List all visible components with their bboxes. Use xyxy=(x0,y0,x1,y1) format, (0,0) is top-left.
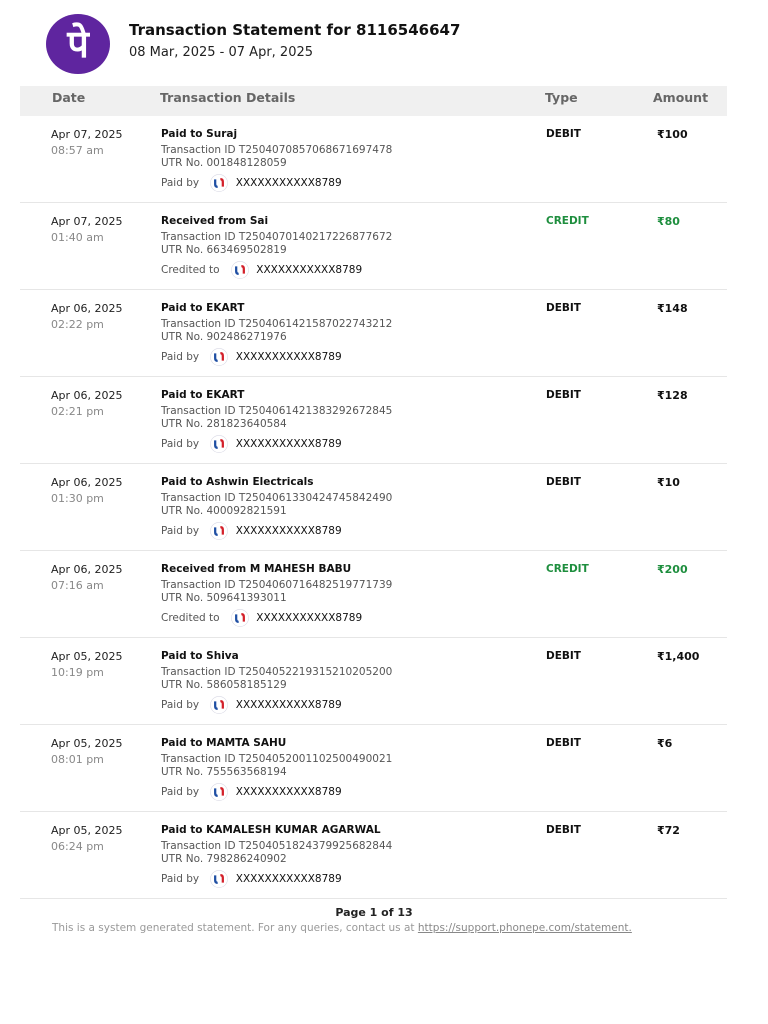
payment-source xyxy=(161,522,342,542)
transaction-title: Received from Sai xyxy=(161,215,269,227)
support-link[interactable]: https://support.phonepe.com/statement. xyxy=(417,922,632,934)
table-row xyxy=(20,812,727,899)
transaction-time: 01:30 pm xyxy=(51,492,104,505)
transaction-date: Apr 06, 2025 xyxy=(51,476,123,489)
transaction-type: DEBIT xyxy=(546,302,581,314)
payment-source-label: Paid by xyxy=(161,351,200,363)
footer-note-text: This is a system generated statement. For any queries, contact us at xyxy=(52,922,418,934)
account-number: XXXXXXXXXXX8789 xyxy=(256,264,363,276)
account-number: XXXXXXXXXXX8789 xyxy=(256,612,363,624)
transaction-title: Paid to MAMTA SAHU xyxy=(161,737,287,749)
transaction-date: Apr 07, 2025 xyxy=(51,128,123,141)
transaction-type: DEBIT xyxy=(546,389,581,401)
transaction-id: Transaction ID T2504070857068671697478 xyxy=(161,144,393,156)
utr-number: UTR No. 798286240902 xyxy=(161,853,287,865)
table-row xyxy=(20,551,727,638)
transaction-amount: ₹72 xyxy=(657,824,680,837)
statement-period: 08 Mar, 2025 - 07 Apr, 2025 xyxy=(129,45,314,60)
transaction-title: Received from M MAHESH BABU xyxy=(161,563,352,575)
table-row xyxy=(20,377,727,464)
transaction-time: 08:57 am xyxy=(51,144,104,157)
transaction-amount: ₹6 xyxy=(657,737,673,750)
transaction-title: Paid to EKART xyxy=(161,302,245,314)
transaction-type: DEBIT xyxy=(546,737,581,749)
table-row xyxy=(20,116,727,203)
transaction-time: 02:21 pm xyxy=(51,405,104,418)
payment-source xyxy=(161,261,362,281)
transaction-id: Transaction ID T2504070140217226877672 xyxy=(161,231,393,243)
transaction-amount: ₹1,400 xyxy=(657,650,700,663)
utr-number: UTR No. 001848128059 xyxy=(161,157,287,169)
account-number: XXXXXXXXXXX8789 xyxy=(235,351,342,363)
table-row xyxy=(20,638,727,725)
transaction-type: DEBIT xyxy=(546,650,581,662)
utr-number: UTR No. 755563568194 xyxy=(161,766,287,778)
page-number: Page 1 of 13 xyxy=(335,906,413,919)
column-header-type: Type xyxy=(545,90,578,105)
payment-source-label: Paid by xyxy=(161,438,200,450)
table-row xyxy=(20,725,727,812)
column-header-amount: Amount xyxy=(653,90,709,105)
transaction-id: Transaction ID T2504061330424745842490 xyxy=(161,492,393,504)
union-bank-icon xyxy=(210,696,228,714)
payment-source xyxy=(161,174,342,194)
payment-source-label: Credited to xyxy=(161,264,220,276)
column-header-details: Transaction Details xyxy=(160,90,296,105)
transaction-id: Transaction ID T2504051824379925682844 xyxy=(161,840,393,852)
transaction-date: Apr 06, 2025 xyxy=(51,563,123,576)
transaction-time: 10:19 pm xyxy=(51,666,104,679)
table-row xyxy=(20,290,727,377)
phonepe-logo-glyph: पे xyxy=(67,22,89,66)
transaction-type: CREDIT xyxy=(546,215,589,227)
account-number: XXXXXXXXXXX8789 xyxy=(235,786,342,798)
payment-source-label: Paid by xyxy=(161,177,200,189)
utr-number: UTR No. 663469502819 xyxy=(161,244,287,256)
transaction-type: DEBIT xyxy=(546,128,581,140)
union-bank-icon xyxy=(210,348,228,366)
payment-source xyxy=(161,348,342,368)
account-number: XXXXXXXXXXX8789 xyxy=(235,438,342,450)
union-bank-icon xyxy=(231,261,249,279)
transaction-list xyxy=(20,116,727,899)
transaction-time: 08:01 pm xyxy=(51,753,104,766)
payment-source xyxy=(161,609,362,629)
transaction-title: Paid to KAMALESH KUMAR AGARWAL xyxy=(161,824,381,836)
phonepe-logo xyxy=(46,14,110,74)
table-row xyxy=(20,203,727,290)
transaction-amount: ₹128 xyxy=(657,389,688,402)
union-bank-icon xyxy=(210,522,228,540)
transaction-type: DEBIT xyxy=(546,824,581,836)
account-number: XXXXXXXXXXX8789 xyxy=(235,525,342,537)
transaction-time: 01:40 am xyxy=(51,231,104,244)
transaction-type: CREDIT xyxy=(546,563,589,575)
account-number: XXXXXXXXXXX8789 xyxy=(235,699,342,711)
transaction-title: Paid to Suraj xyxy=(161,128,238,140)
table-row xyxy=(20,464,727,551)
payment-source xyxy=(161,696,342,716)
table-header xyxy=(20,86,727,116)
payment-source xyxy=(161,870,342,890)
union-bank-icon xyxy=(210,783,228,801)
union-bank-icon xyxy=(210,435,228,453)
transaction-id: Transaction ID T2504060716482519771739 xyxy=(161,579,393,591)
payment-source-label: Paid by xyxy=(161,699,200,711)
transaction-date: Apr 05, 2025 xyxy=(51,650,123,663)
transaction-time: 02:22 pm xyxy=(51,318,104,331)
payment-source-label: Credited to xyxy=(161,612,220,624)
payment-source-label: Paid by xyxy=(161,525,200,537)
transaction-date: Apr 05, 2025 xyxy=(51,737,123,750)
payment-source xyxy=(161,783,342,803)
payment-source-label: Paid by xyxy=(161,786,200,798)
transaction-id: Transaction ID T2504052219315210205200 xyxy=(161,666,393,678)
transaction-amount: ₹100 xyxy=(657,128,688,141)
transaction-title: Paid to Shiva xyxy=(161,650,239,662)
utr-number: UTR No. 509641393011 xyxy=(161,592,287,604)
transaction-amount: ₹200 xyxy=(657,563,688,576)
transaction-time: 07:16 am xyxy=(51,579,104,592)
transaction-amount: ₹80 xyxy=(657,215,680,228)
union-bank-icon xyxy=(231,609,249,627)
transaction-amount: ₹10 xyxy=(657,476,680,489)
transaction-date: Apr 07, 2025 xyxy=(51,215,123,228)
utr-number: UTR No. 586058185129 xyxy=(161,679,287,691)
column-header-date: Date xyxy=(52,90,86,105)
transaction-title: Paid to EKART xyxy=(161,389,245,401)
utr-number: UTR No. 902486271976 xyxy=(161,331,287,343)
account-number: XXXXXXXXXXX8789 xyxy=(235,177,342,189)
utr-number: UTR No. 281823640584 xyxy=(161,418,287,430)
transaction-id: Transaction ID T2504052001102500490021 xyxy=(161,753,393,765)
payment-source-label: Paid by xyxy=(161,873,200,885)
account-number: XXXXXXXXXXX8789 xyxy=(235,873,342,885)
transaction-title: Paid to Ashwin Electricals xyxy=(161,476,314,488)
payment-source xyxy=(161,435,342,455)
union-bank-icon xyxy=(210,174,228,192)
transaction-date: Apr 05, 2025 xyxy=(51,824,123,837)
transaction-type: DEBIT xyxy=(546,476,581,488)
statement-title: Transaction Statement for 8116546647 xyxy=(129,21,461,39)
transaction-date: Apr 06, 2025 xyxy=(51,389,123,402)
transaction-time: 06:24 pm xyxy=(51,840,104,853)
footer-note xyxy=(52,922,632,934)
transaction-id: Transaction ID T2504061421383292672845 xyxy=(161,405,393,417)
union-bank-icon xyxy=(210,870,228,888)
transaction-date: Apr 06, 2025 xyxy=(51,302,123,315)
utr-number: UTR No. 400092821591 xyxy=(161,505,287,517)
transaction-id: Transaction ID T2504061421587022743212 xyxy=(161,318,393,330)
transaction-amount: ₹148 xyxy=(657,302,688,315)
